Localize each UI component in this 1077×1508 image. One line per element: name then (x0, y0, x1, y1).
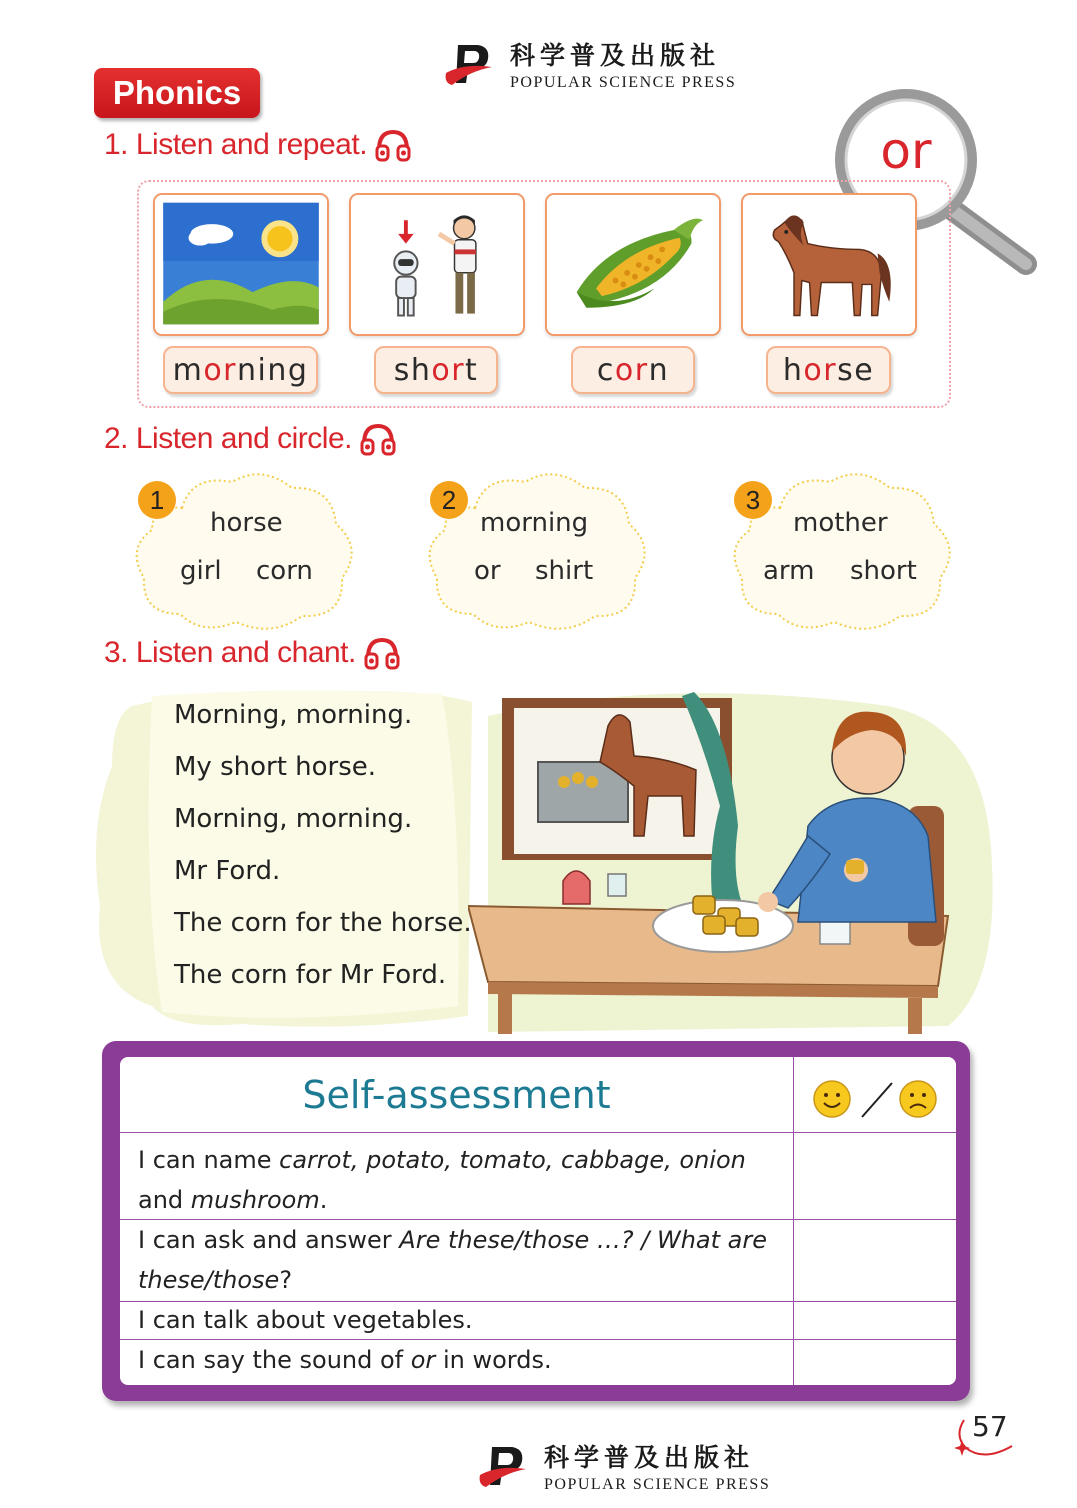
word-corn (571, 346, 695, 394)
section1-title (104, 128, 411, 162)
row-text: . (319, 1186, 328, 1214)
picture-corn (545, 193, 721, 336)
row-italic: Are these/those …? / What are (399, 1226, 768, 1254)
word-part: ning (237, 352, 309, 388)
picture-morning (153, 193, 329, 336)
smile-sad-faces-icon (812, 1077, 942, 1121)
self-assessment-title: Self-assessment (302, 1073, 611, 1117)
page-number (950, 1410, 1020, 1460)
circle-word[interactable]: short (850, 556, 917, 586)
section3-title (104, 636, 400, 670)
word-highlight: or (614, 352, 649, 388)
word-part: n (648, 352, 670, 388)
row-text: ? (279, 1266, 293, 1294)
kitchen-scene-illustration (468, 686, 998, 1036)
chant-line: My short horse. (174, 752, 377, 782)
publisher-name-en: POPULAR SCIENCE PRESS (544, 1476, 771, 1493)
publisher-name-cn: 科学普及出版社 (510, 41, 721, 70)
assessment-row-1 (138, 1140, 778, 1220)
circle-word[interactable]: morning (480, 508, 589, 538)
row-italic: mushroom (190, 1186, 320, 1214)
word-highlight: or (203, 352, 238, 388)
chant-line: Mr Ford. (174, 856, 281, 886)
circle-word[interactable]: corn (256, 556, 313, 586)
circle-word[interactable]: or (474, 556, 501, 586)
word-highlight: or (431, 352, 466, 388)
word-part: h (782, 352, 804, 388)
circle-word[interactable]: mother (793, 508, 888, 538)
corn-cob-icon (547, 195, 719, 334)
chant-line: Morning, morning. (174, 700, 413, 730)
row-text: and (138, 1186, 191, 1214)
row-text: in words. (435, 1346, 552, 1374)
publisher-footer (478, 1438, 770, 1494)
row-italic: these/those (138, 1266, 280, 1294)
section1-title-text: 1. Listen and repeat. (104, 128, 368, 161)
row-text: I can name (138, 1146, 280, 1174)
headphones-icon[interactable] (364, 636, 400, 670)
circle-word[interactable]: girl (180, 556, 222, 586)
row-italic: carrot, potato, tomato, cabbage, onion (279, 1146, 746, 1174)
assessment-row-3 (138, 1300, 778, 1340)
word-part: sh (393, 352, 432, 388)
assessment-row-4 (138, 1340, 778, 1380)
circle-word[interactable]: horse (210, 508, 283, 538)
publisher-name-en: POPULAR SCIENCE PRESS (510, 74, 737, 91)
circle-word[interactable]: shirt (535, 556, 594, 586)
row-text: I can ask and answer (138, 1226, 400, 1254)
table-divider (120, 1132, 956, 1133)
section3-title-text: 3. Listen and chant. (104, 636, 356, 669)
page-number-text: 57 (972, 1410, 1008, 1443)
group-number: 1 (138, 481, 176, 519)
phonics-badge: Phonics (94, 68, 260, 118)
word-horse (766, 346, 891, 394)
publisher-name-cn: 科学普及出版社 (544, 1443, 755, 1472)
chant-line: The corn for the horse. (174, 908, 472, 938)
table-column-divider (793, 1057, 794, 1385)
word-part: c (596, 352, 615, 388)
word-part: se (837, 352, 875, 388)
chant-line: Morning, morning. (174, 804, 413, 834)
chant-line: The corn for Mr Ford. (174, 960, 447, 990)
horse-icon (743, 195, 915, 334)
word-highlight: or (803, 352, 838, 388)
row-italic: or (410, 1346, 436, 1374)
picture-horse (741, 193, 917, 336)
word-short (374, 346, 498, 394)
self-assessment-table (120, 1057, 956, 1385)
publisher-logo-icon (444, 39, 496, 89)
word-part: t (465, 352, 479, 388)
publisher-header (444, 36, 736, 92)
circle-word[interactable]: arm (763, 556, 815, 586)
picture-short (349, 193, 525, 336)
morning-sky-icon (155, 195, 327, 334)
headphones-icon[interactable] (360, 422, 396, 456)
assessment-row-2 (138, 1220, 778, 1300)
group-number: 3 (734, 481, 772, 519)
section2-title-text: 2. Listen and circle. (104, 422, 352, 455)
magnifier-text: or (880, 122, 932, 180)
row-text: I can say the sound of (138, 1346, 411, 1374)
publisher-logo-icon (478, 1441, 530, 1491)
group-number: 2 (430, 481, 468, 519)
robot-and-boy-icon (351, 195, 523, 334)
word-part: m (172, 352, 204, 388)
section2-title (104, 422, 396, 456)
word-morning (163, 346, 318, 394)
row-text: I can talk about vegetables. (138, 1306, 473, 1334)
headphones-icon[interactable] (375, 128, 411, 162)
